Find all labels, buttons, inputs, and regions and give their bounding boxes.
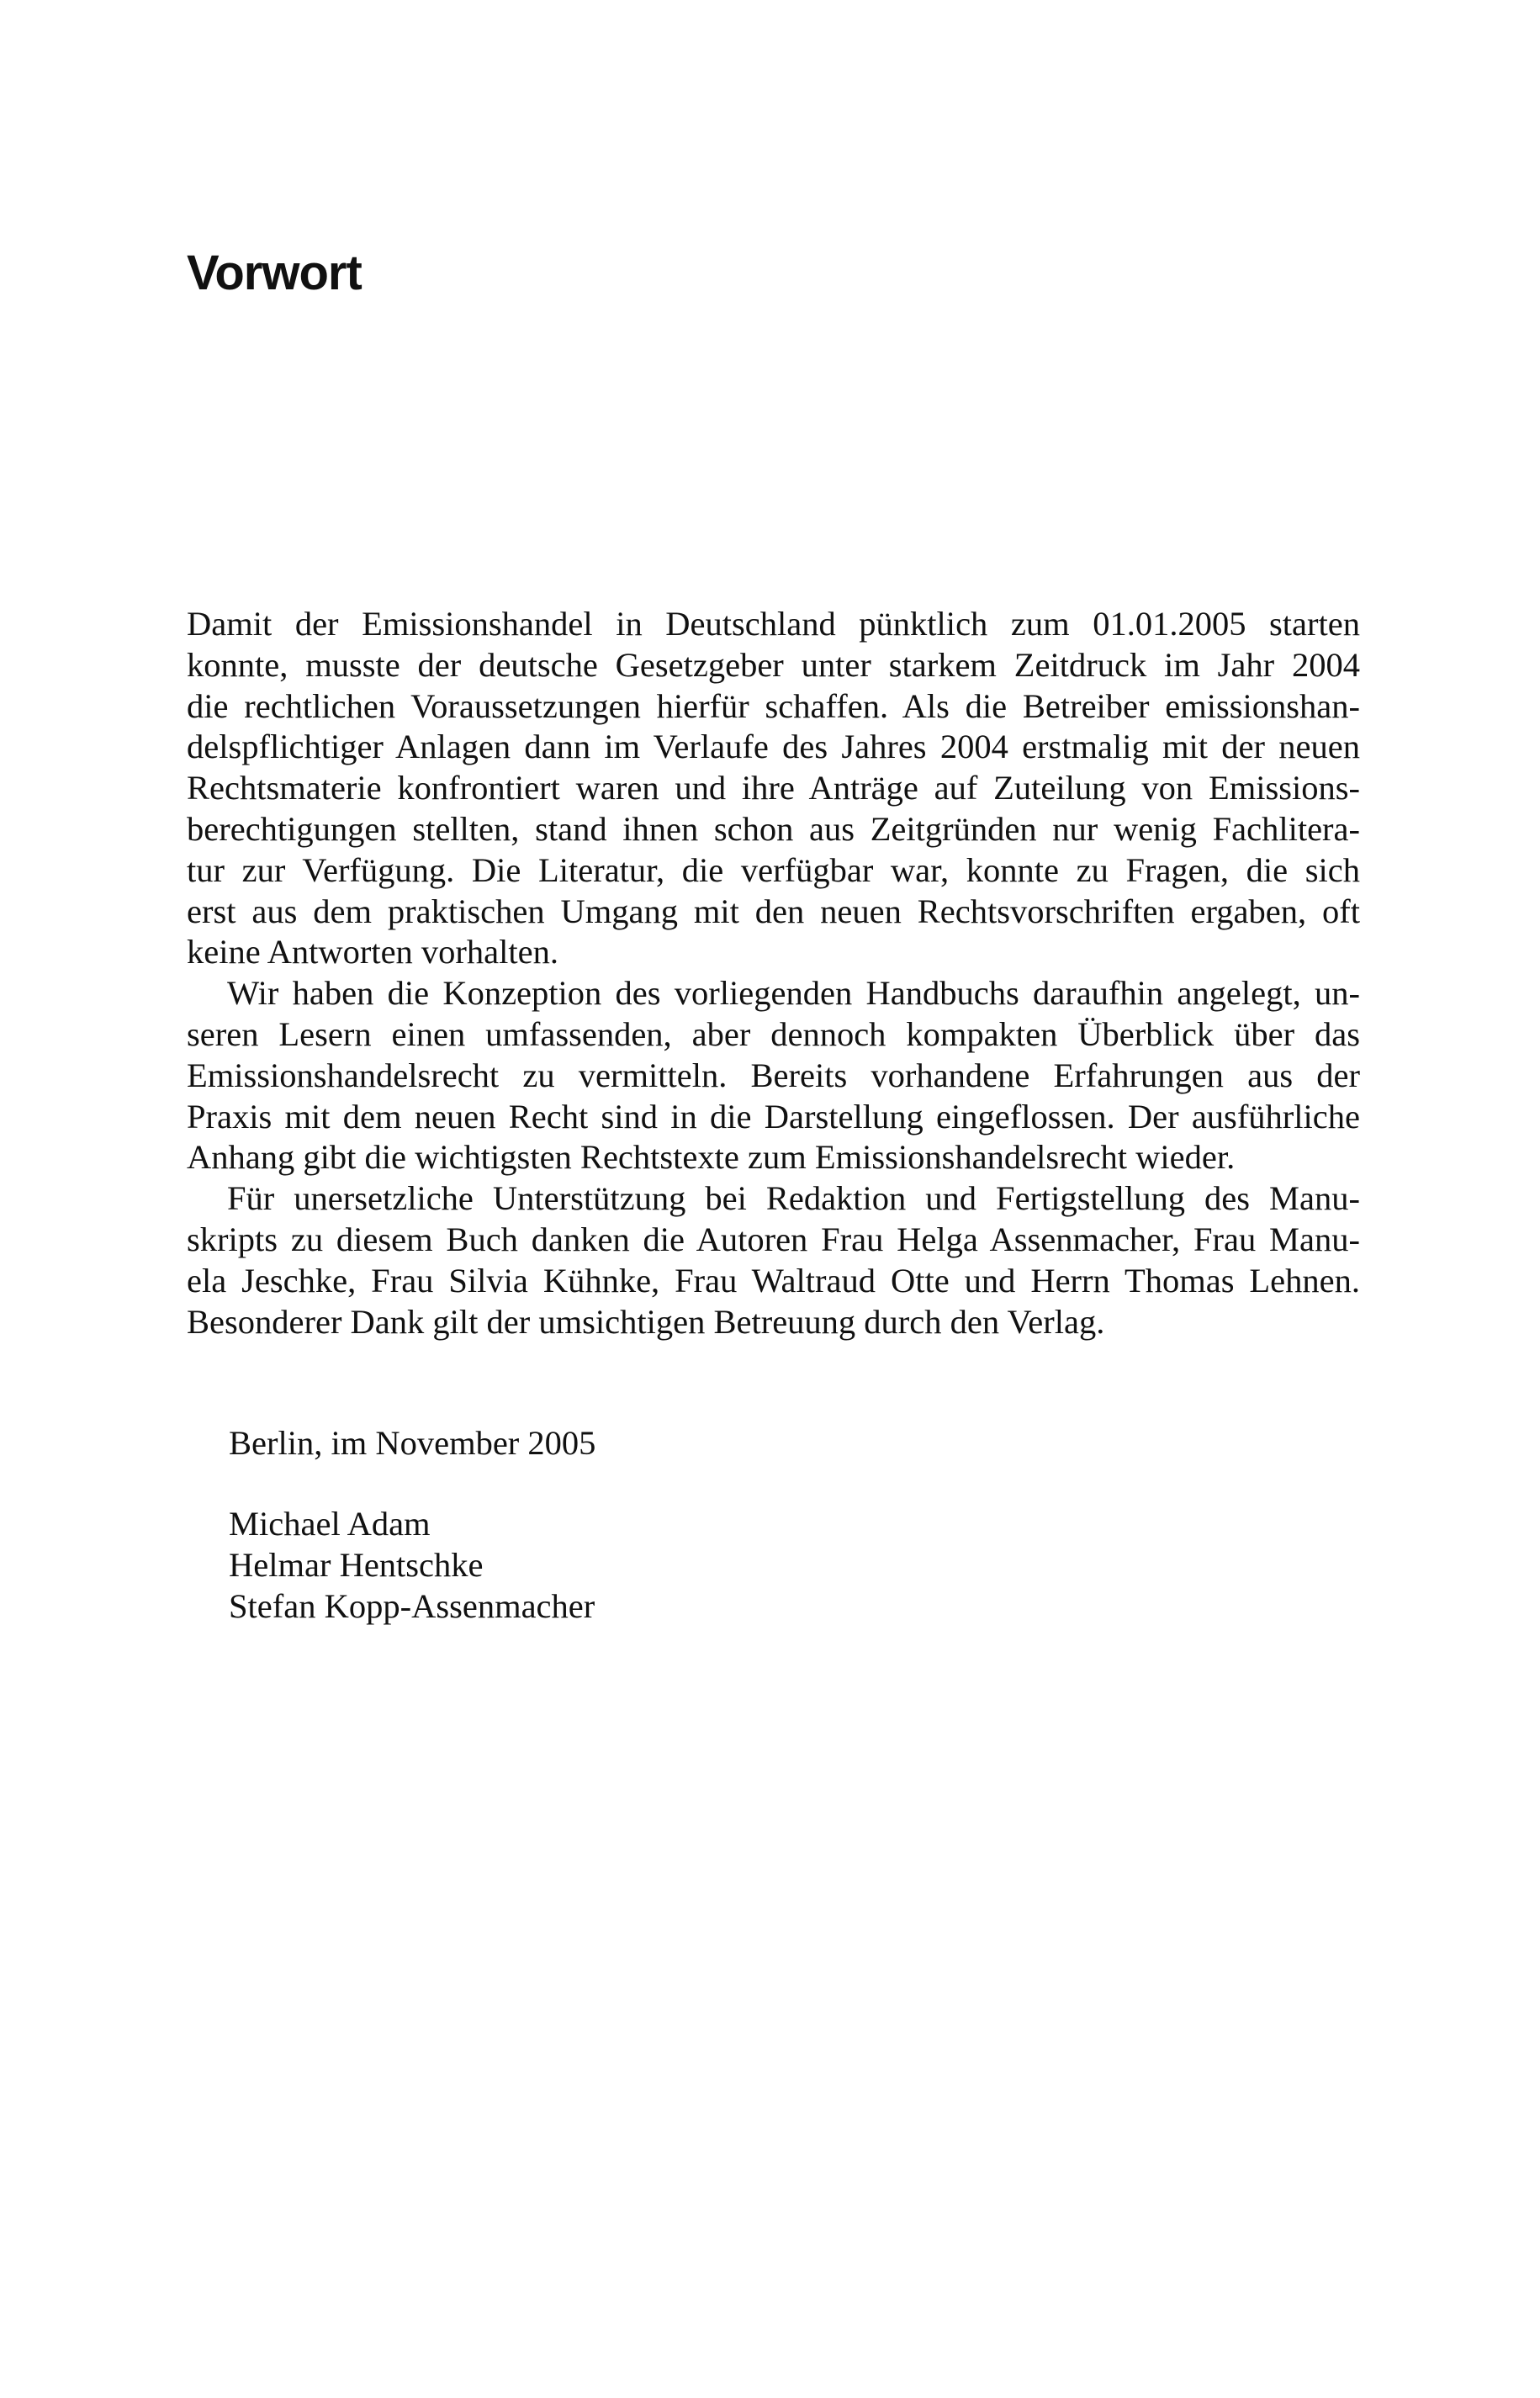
- text-line: keine Antworten vorhalten.: [187, 933, 558, 971]
- author-list: [229, 1504, 595, 1627]
- author-name: Michael Adam: [229, 1505, 431, 1543]
- text-line: Emissionshandelsrecht zu vermitteln. Bereits vorhandene Erfahrungen aus der: [187, 1056, 1360, 1094]
- preface-body: [187, 604, 1360, 1342]
- paragraph-3: [187, 1178, 1360, 1342]
- text-line: Für unersetzliche Unterstützung bei Redaktion und Fertigstellung des Manu-: [227, 1179, 1360, 1218]
- text-line: konnte, musste der deutsche Gesetzgeber unter starkem Zeitdruck im Jahr 2004: [187, 645, 1360, 684]
- text-line: ela Jeschke, Frau Silvia Kühnke, Frau Waltraud Otte und Herrn Thomas Lehnen.: [187, 1261, 1360, 1300]
- text-line: die rechtlichen Voraussetzungen hierfür schaffen. Als die Betreiber emissionshan-: [187, 686, 1360, 725]
- text-line: Wir haben die Konzeption des vorliegenden Handbuchs daraufhin angelegt, un-: [227, 974, 1360, 1013]
- text-line: Besonderer Dank gilt der umsichtigen Betreuung durch den Verlag.: [187, 1302, 1105, 1341]
- author-name: Helmar Hentschke: [229, 1545, 484, 1584]
- text-line: Anhang gibt die wichtigsten Rechtstexte zum Emissionshandelsrecht wieder.: [187, 1138, 1236, 1177]
- text-line: erst aus dem praktischen Umgang mit den neuen Rechtsvorschriften ergaben, oft: [187, 892, 1360, 930]
- author-name: Stefan Kopp-Assenmacher: [229, 1586, 595, 1625]
- paragraph-2: [187, 973, 1360, 1178]
- text-line: Praxis mit dem neuen Recht sind in die Darstellung eingeflossen. Der ausführliche: [187, 1097, 1360, 1135]
- text-line: berechtigungen stellten, stand ihnen schon aus Zeitgründen nur wenig Fachlitera-: [187, 809, 1360, 848]
- text-line: delspflichtiger Anlagen dann im Verlaufe des Jahres 2004 erstmalig mit der neuen: [187, 728, 1360, 766]
- text-line: seren Lesern einen umfassenden, aber dennoch kompakten Überblick über das: [187, 1014, 1360, 1053]
- text-line: skripts zu diesem Buch danken die Autoren Frau Helga Assenmacher, Frau Manu-: [187, 1220, 1360, 1258]
- page-title: Vorwort: [187, 246, 362, 300]
- paragraph-1: [187, 604, 1360, 973]
- text-line: tur zur Verfügung. Die Literatur, die verfügbar war, konnte zu Fragen, die sich: [187, 850, 1360, 889]
- text-line: Rechtsmaterie konfrontiert waren und ihre Anträge auf Zuteilung von Emissions-: [187, 769, 1360, 807]
- place-date: Berlin, im November 2005: [229, 1424, 596, 1462]
- text-line: Damit der Emissionshandel in Deutschland pünktlich zum 01.01.2005 starten: [187, 605, 1360, 643]
